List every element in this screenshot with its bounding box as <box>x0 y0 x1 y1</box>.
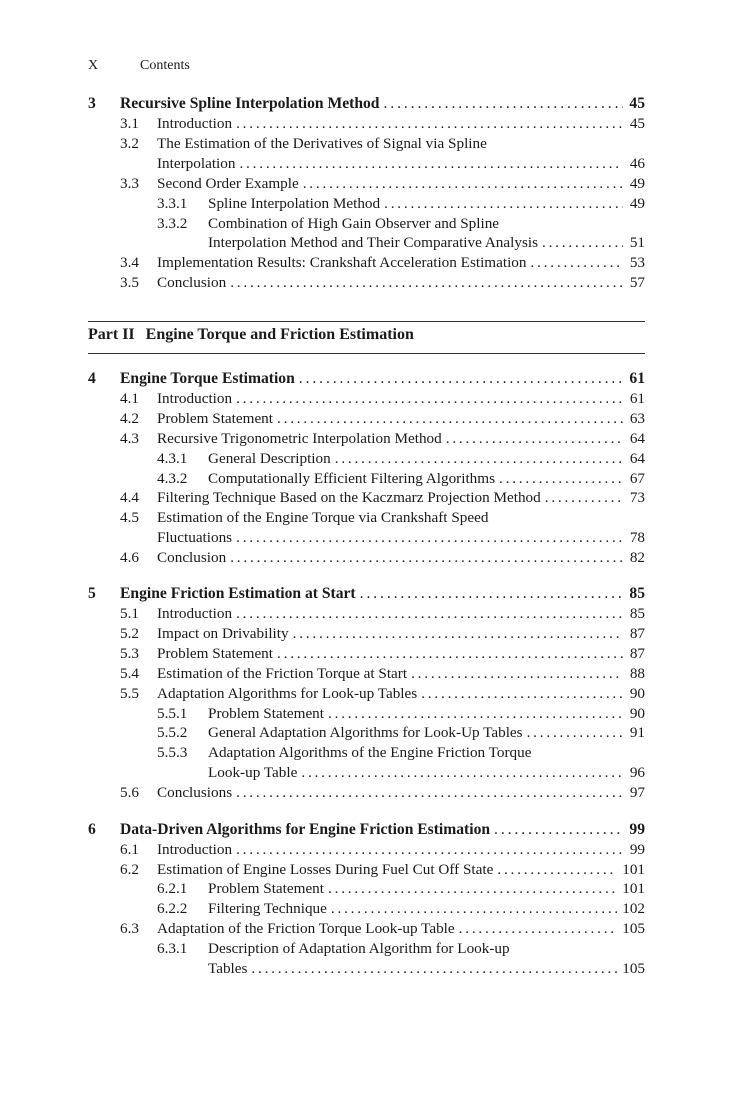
part-number: Part II <box>88 326 135 343</box>
entry-number: 4.3.2 <box>157 470 188 487</box>
toc-section-entry[interactable] <box>0 134 732 154</box>
entry-page-number: 105 <box>622 960 645 977</box>
dot-leader <box>299 369 623 389</box>
entry-title: Second Order Example <box>157 175 299 192</box>
entry-page-number: 51 <box>629 234 645 251</box>
entry-title: Adaptation Algorithms of the Engine Friction Torque <box>208 744 532 761</box>
entry-page-number: 45 <box>629 95 645 112</box>
toc-subsection-entry[interactable] <box>0 763 732 783</box>
entry-page-number: 73 <box>629 489 645 506</box>
entry-number: 4.5 <box>120 509 139 526</box>
entry-page-number: 90 <box>629 705 645 722</box>
toc-section-entry[interactable] <box>0 174 732 194</box>
entry-number: 3.3.2 <box>157 215 188 232</box>
toc-chapter-entry[interactable] <box>0 369 732 389</box>
dot-leader <box>542 233 623 253</box>
part-heading <box>88 326 414 344</box>
toc-subsection-entry[interactable] <box>0 743 732 763</box>
entry-number: 3.2 <box>120 135 139 152</box>
entry-page-number: 78 <box>629 529 645 546</box>
toc-section-entry[interactable] <box>0 154 732 174</box>
toc-subsection-entry[interactable] <box>0 449 732 469</box>
dot-leader <box>236 528 623 548</box>
part-rule-top <box>88 321 645 322</box>
entry-page-number: 99 <box>629 821 645 838</box>
toc-subsection-entry[interactable] <box>0 233 732 253</box>
entry-number: 4.3 <box>120 430 139 447</box>
entry-title: Introduction <box>157 115 233 132</box>
entry-number: 6.2 <box>120 861 139 878</box>
dot-leader <box>328 704 623 724</box>
entry-title: General Description <box>208 450 331 467</box>
entry-page-number: 63 <box>629 410 645 427</box>
entry-page-number: 53 <box>629 254 645 271</box>
entry-title: Recursive Trigonometric Interpolation Method <box>157 430 442 447</box>
entry-title: Impact on Drivability <box>157 625 289 642</box>
toc-section-entry[interactable] <box>0 860 732 880</box>
entry-number: 6.2.1 <box>157 880 188 897</box>
entry-page-number: 61 <box>629 370 645 387</box>
entry-page-number: 99 <box>629 841 645 858</box>
entry-page-number: 46 <box>629 155 645 172</box>
entry-title: Introduction <box>157 841 233 858</box>
part-rule-bottom <box>88 353 645 354</box>
entry-title: Estimation of the Friction Torque at Start <box>157 665 408 682</box>
dot-leader <box>236 389 623 409</box>
entry-title: Filtering Technique Based on the Kaczmarz Projection Method <box>157 489 541 506</box>
entry-title: Problem Statement <box>157 410 273 427</box>
entry-title: Computationally Efficient Filtering Algorithms <box>208 470 495 487</box>
entry-number: 3.4 <box>120 254 139 271</box>
part-title: Engine Torque and Friction Estimation <box>145 326 414 343</box>
toc-section-entry[interactable] <box>0 114 732 134</box>
entry-page-number: 88 <box>629 665 645 682</box>
toc-section-entry[interactable] <box>0 528 732 548</box>
entry-number: 3.3 <box>120 175 139 192</box>
toc-section-entry[interactable] <box>0 664 732 684</box>
running-head-title: Contents <box>140 58 190 73</box>
entry-number: 5.4 <box>120 665 139 682</box>
toc-section-entry[interactable] <box>0 624 732 644</box>
toc-section-entry[interactable] <box>0 429 732 449</box>
dot-leader <box>421 684 623 704</box>
dot-leader <box>446 429 623 449</box>
entry-title: Introduction <box>157 390 233 407</box>
toc-section-entry[interactable] <box>0 488 732 508</box>
entry-title: Engine Torque Estimation <box>120 370 295 387</box>
entry-title: Problem Statement <box>208 880 324 897</box>
dot-leader <box>360 584 623 604</box>
toc-section-entry[interactable] <box>0 409 732 429</box>
dot-leader <box>303 174 623 194</box>
entry-number: 4.4 <box>120 489 139 506</box>
toc-subsection-entry[interactable] <box>0 194 732 214</box>
entry-page-number: 102 <box>622 900 645 917</box>
dot-leader <box>545 488 623 508</box>
entry-number: 4 <box>88 370 96 387</box>
entry-page-number: 49 <box>629 195 645 212</box>
dot-leader <box>411 664 623 684</box>
dot-leader <box>251 959 617 979</box>
toc-subsection-entry[interactable] <box>0 879 732 899</box>
entry-title: Fluctuations <box>157 529 233 546</box>
entry-title: Estimation of the Engine Torque via Crankshaft Speed <box>157 509 489 526</box>
toc-subsection-entry[interactable] <box>0 469 732 489</box>
entry-title: Description of Adaptation Algorithm for Look-up <box>208 940 510 957</box>
entry-number: 6.3.1 <box>157 940 188 957</box>
entry-page-number: 67 <box>629 470 645 487</box>
dot-leader <box>384 194 623 214</box>
dot-leader <box>236 604 623 624</box>
toc-subsection-entry[interactable] <box>0 723 732 743</box>
entry-title: Combination of High Gain Observer and Spline <box>208 215 500 232</box>
dot-leader <box>335 449 623 469</box>
entry-page-number: 97 <box>629 784 645 801</box>
entry-page-number: 64 <box>629 430 645 447</box>
dot-leader <box>236 840 623 860</box>
dot-leader <box>328 879 617 899</box>
entry-title: Data-Driven Algorithms for Engine Friction Estimation <box>120 821 491 838</box>
dot-leader <box>459 919 617 939</box>
dot-leader <box>230 548 623 568</box>
dot-leader <box>527 723 623 743</box>
entry-number: 5.5 <box>120 685 139 702</box>
entry-title: Adaptation Algorithms for Look-up Tables <box>157 685 418 702</box>
entry-number: 3.5 <box>120 274 139 291</box>
toc-subsection-entry[interactable] <box>0 704 732 724</box>
toc-section-entry[interactable] <box>0 273 732 293</box>
entry-page-number: 82 <box>629 549 645 566</box>
entry-number: 5.1 <box>120 605 139 622</box>
entry-page-number: 96 <box>629 764 645 781</box>
entry-number: 5.5.2 <box>157 724 188 741</box>
toc-section-entry[interactable] <box>0 644 732 664</box>
dot-leader <box>331 899 617 919</box>
dot-leader <box>383 94 623 114</box>
entry-number: 5 <box>88 585 96 602</box>
entry-title: Adaptation of the Friction Torque Look-up Table <box>157 920 455 937</box>
entry-title: General Adaptation Algorithms for Look-Up Tables <box>208 724 523 741</box>
entry-title: Tables <box>208 960 248 977</box>
entry-title: Problem Statement <box>208 705 324 722</box>
dot-leader <box>494 820 623 840</box>
entry-number: 4.3.1 <box>157 450 188 467</box>
entry-number: 3 <box>88 95 96 112</box>
entry-number: 4.6 <box>120 549 139 566</box>
entry-number: 5.2 <box>120 625 139 642</box>
toc-chapter-entry[interactable] <box>0 94 732 114</box>
dot-leader <box>236 783 623 803</box>
entry-number: 5.6 <box>120 784 139 801</box>
toc-chapter-entry[interactable] <box>0 584 732 604</box>
toc-chapter-entry[interactable] <box>0 820 732 840</box>
entry-number: 3.1 <box>120 115 139 132</box>
toc-section-entry[interactable] <box>0 783 732 803</box>
toc-section-entry[interactable] <box>0 253 732 273</box>
toc-section-entry[interactable] <box>0 389 732 409</box>
entry-page-number: 57 <box>629 274 645 291</box>
entry-page-number: 87 <box>629 645 645 662</box>
toc-subsection-entry[interactable] <box>0 939 732 959</box>
entry-page-number: 90 <box>629 685 645 702</box>
entry-title: Conclusions <box>157 784 233 801</box>
toc-section-entry[interactable] <box>0 840 732 860</box>
entry-title: Conclusion <box>157 274 227 291</box>
dot-leader <box>497 860 617 880</box>
entry-title: Interpolation Method and Their Comparative Analysis <box>208 234 538 251</box>
entry-number: 5.3 <box>120 645 139 662</box>
entry-title: Look-up Table <box>208 764 298 781</box>
entry-title: Recursive Spline Interpolation Method <box>120 95 380 112</box>
dot-leader <box>499 469 623 489</box>
entry-number: 6 <box>88 821 96 838</box>
entry-title: Estimation of Engine Losses During Fuel Cut Off State <box>157 861 494 878</box>
entry-page-number: 61 <box>629 390 645 407</box>
entry-number: 5.5.3 <box>157 744 188 761</box>
entry-number: 6.3 <box>120 920 139 937</box>
toc-subsection-entry[interactable] <box>0 959 732 979</box>
entry-title: Implementation Results: Crankshaft Acceleration Estimation <box>157 254 527 271</box>
toc-section-entry[interactable] <box>0 684 732 704</box>
dot-leader <box>236 114 623 134</box>
dot-leader <box>277 409 623 429</box>
entry-number: 6.1 <box>120 841 139 858</box>
dot-leader <box>230 273 623 293</box>
page-folio: X <box>88 58 99 73</box>
entry-title: Filtering Technique <box>208 900 327 917</box>
entry-page-number: 85 <box>629 585 645 602</box>
dot-leader <box>239 154 623 174</box>
entry-page-number: 45 <box>629 115 645 132</box>
dot-leader <box>277 644 623 664</box>
entry-page-number: 101 <box>622 880 645 897</box>
dot-leader <box>293 624 623 644</box>
entry-page-number: 87 <box>629 625 645 642</box>
entry-title: Conclusion <box>157 549 227 566</box>
dot-leader <box>301 763 623 783</box>
entry-title: Interpolation <box>157 155 236 172</box>
entry-page-number: 101 <box>622 861 645 878</box>
entry-page-number: 91 <box>629 724 645 741</box>
entry-number: 4.1 <box>120 390 139 407</box>
toc-section-entry[interactable] <box>0 548 732 568</box>
entry-number: 4.2 <box>120 410 139 427</box>
entry-number: 3.3.1 <box>157 195 188 212</box>
entry-number: 6.2.2 <box>157 900 188 917</box>
entry-title: Problem Statement <box>157 645 273 662</box>
entry-page-number: 64 <box>629 450 645 467</box>
entry-page-number: 85 <box>629 605 645 622</box>
entry-title: Spline Interpolation Method <box>208 195 381 212</box>
entry-title: Engine Friction Estimation at Start <box>120 585 356 602</box>
toc-subsection-entry[interactable] <box>0 899 732 919</box>
entry-title: The Estimation of the Derivatives of Signal via Spline <box>157 135 487 152</box>
entry-title: Introduction <box>157 605 233 622</box>
entry-number: 5.5.1 <box>157 705 188 722</box>
entry-page-number: 49 <box>629 175 645 192</box>
toc-section-entry[interactable] <box>0 604 732 624</box>
toc-subsection-entry[interactable] <box>0 214 732 234</box>
toc-section-entry[interactable] <box>0 919 732 939</box>
entry-page-number: 105 <box>622 920 645 937</box>
dot-leader <box>530 253 623 273</box>
toc-section-entry[interactable] <box>0 508 732 528</box>
